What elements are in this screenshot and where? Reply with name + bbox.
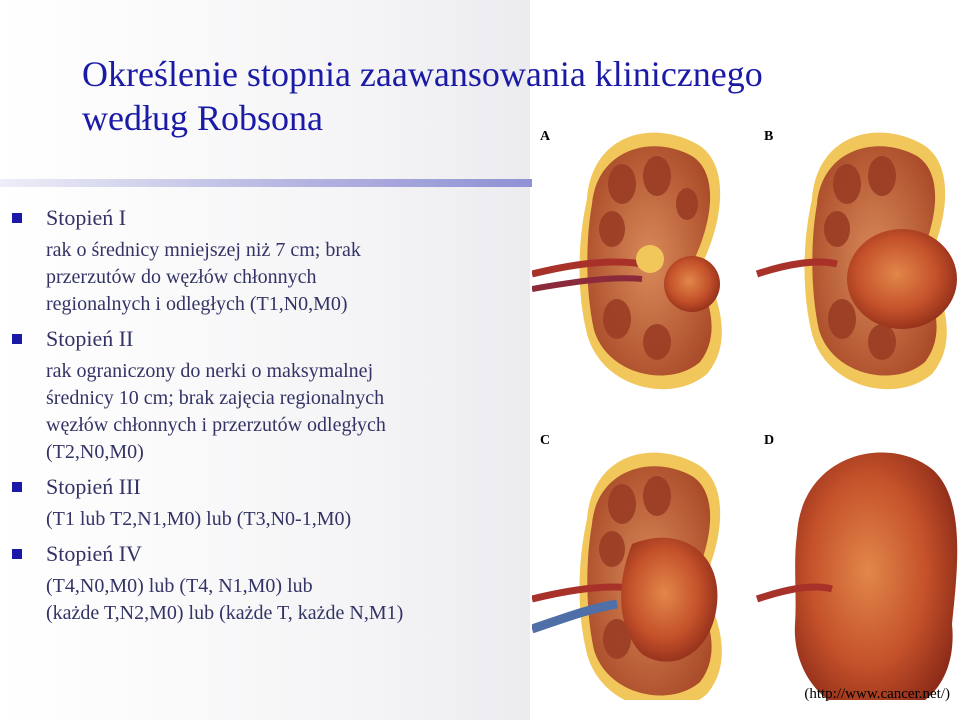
stage-3-description: (T1 lub T2,N1,M0) lub (T3,N0-1,M0): [46, 508, 352, 530]
panel-c-kidney: [532, 453, 722, 700]
square-bullet-icon: [12, 334, 22, 344]
square-bullet-icon: [12, 213, 22, 223]
panel-a-kidney: [532, 133, 722, 390]
panel-label-b: B: [764, 129, 774, 144]
panel-b-kidney: [757, 133, 957, 390]
kidney-illustration-svg: [532, 104, 960, 700]
stage-2-description: rak ograniczony do nerki o maksymalnej średnicy 10 cm; brak zajęcia regionalnych węzłów chłonnych i przerzutów odległych (T2,N0,M0): [46, 360, 386, 463]
title-line-1: Określenie stopnia zaawansowania klinicznego: [82, 54, 763, 94]
figure-source-caption: (http://www.cancer.net/): [804, 686, 950, 702]
title-divider: [0, 179, 540, 187]
panel-label-a: A: [540, 129, 551, 144]
stage-4-description: (T4,N0,M0) lub (T4, N1,M0) lub (każde T,N2,M0) lub (każde T, każde N,M1): [46, 575, 404, 624]
stage-list: [10, 203, 535, 633]
stage-2-label: Stopień II: [10, 324, 535, 354]
square-bullet-icon: [12, 549, 22, 559]
stage-1-description: rak o średnicy mniejszej niż 7 cm; brak przerzutów do węzłów chłonnych regionalnych i odległych (T1,N0,M0): [46, 239, 361, 315]
stage-1-label: Stopień I: [10, 203, 535, 233]
stage-3-label: Stopień III: [10, 472, 535, 502]
panel-label-c: C: [540, 433, 551, 448]
panel-d-kidney: [757, 452, 957, 700]
title-line-2: według Robsona: [82, 98, 323, 138]
kidney-tumor-illustration: [532, 104, 960, 700]
panel-label-d: D: [764, 433, 775, 448]
square-bullet-icon: [12, 482, 22, 492]
stage-4-label: Stopień IV: [10, 539, 535, 569]
